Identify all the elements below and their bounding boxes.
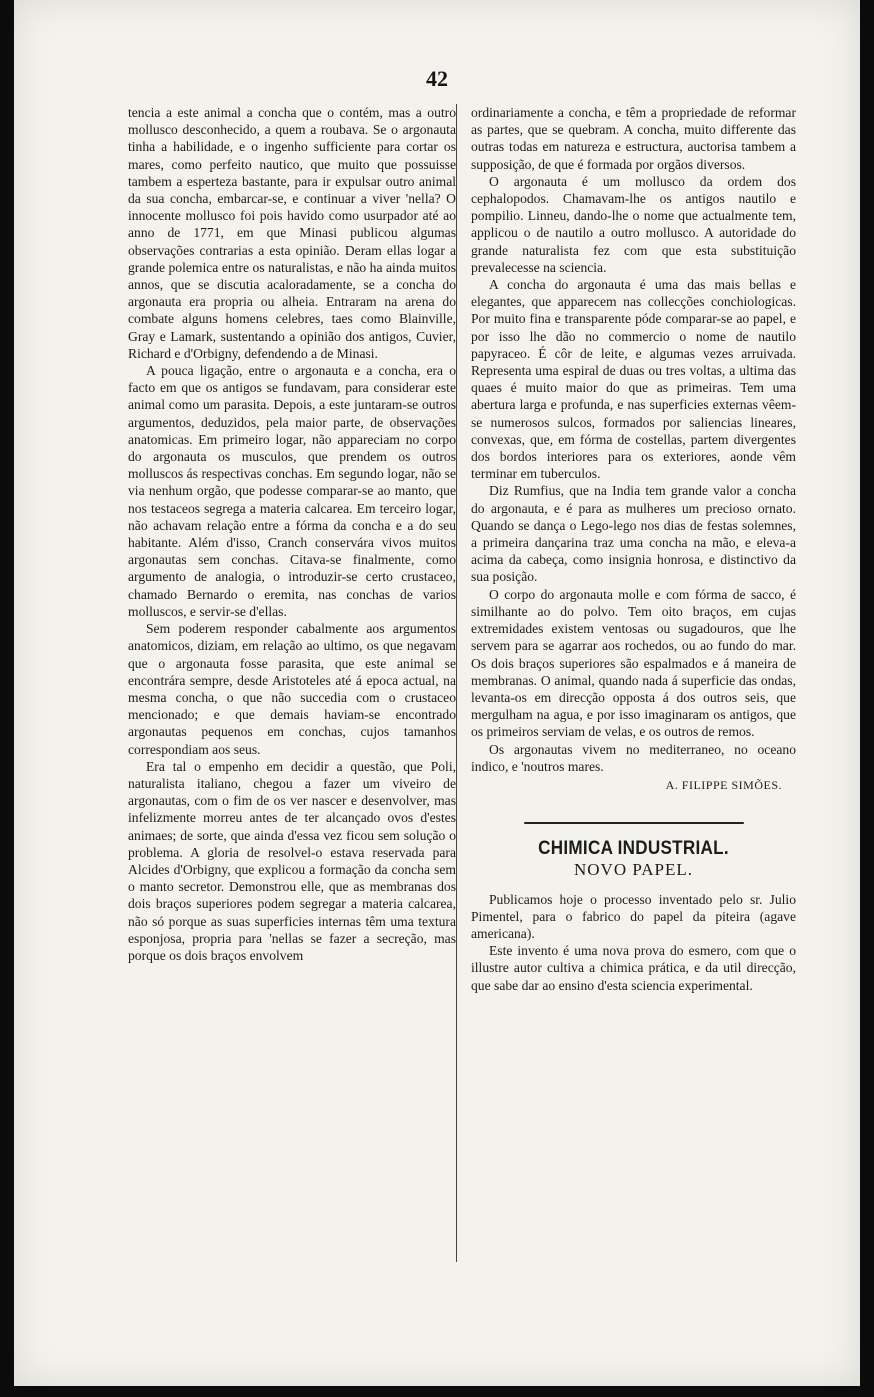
author-signature: A. FILIPPE SIMÕES.	[665, 777, 782, 792]
paragraph: A concha do argonauta é uma das mais bellas e elegantes, que apparecem nas collecções conchiologicas. Por muito fina e transparente póde comparar-se ao papel, e por isso lhe dão no commercio o nome de nautilo papyraceo. É côr de leite, e algumas vezes arruivada. Representa uma espiral de duas ou tres voltas, a ultima das quaes é muito maior do que as primeiras. Tem uma abertura larga e profunda, e nas superficies externas vêem-se numerosos sulcos, formados por saliencias lineares, convexas, que, em fórma de costellas, partem divergentes dos bordos interiores para os exteriores, aonde vêm terminar em tuberculos.	[471, 277, 796, 482]
paragraph: Diz Rumfius, que na India tem grande valor a concha do argonauta, e é para as mulheres um precioso ornato. Quando se dança o Lego-lego nos dias de festas solemnes, a primeira dançarina traz uma concha na mão, e eleva-a acima da cabeça, como insignia honrosa, e distinctivo da sua posição.	[471, 483, 796, 585]
paragraph: tencia a este animal a concha que o contém, mas a outro mollusco desconhecido, a quem a roubava. Se o argonauta tinha a habilidade, e o ingenho sufficiente para cortar os mares, como perfeito nautico, que muito que possuisse tambem a esperteza bastante, para ir expulsar outro animal da sua concha, embarcar-se, e continuar a viver 'nella? O innocente mollusco foi pois havido como usurpador até ao anno de 1771, em que Minasi publicou algumas observações contrarias a esta opinião. Deram ellas logar a grande polemica entre os naturalistas, e não ha ainda muitos annos, que se discutia acaloradamente, se a concha do argonauta era propria ou alheia. Entraram na arena do combate alguns homens celebres, taes como Blainville, Gray e Lamark, sustentando a opinião dos antigos, Cuvier, Richard e d'Orbigny, defendendo a de Minasi.	[128, 105, 456, 361]
paragraph: Publicamos hoje o processo inventado pelo sr. Julio Pimentel, para o fabrico do papel da piteira (agave americana).	[471, 891, 796, 941]
page-number: 42	[426, 66, 448, 91]
paragraph: ordinariamente a concha, e têm a propriedade de reformar as partes, que se quebram. A concha, muito differente das outras todas em natureza e estructura, auctorisa tambem a supposição, de que é formada por orgãos diversos.	[471, 105, 796, 172]
paragraph: Sem poderem responder cabalmente aos argumentos anatomicos, diziam, em relação ao ultimo, os que negavam que o argonauta fosse parasita, que este animal se encontrára sempre, desde Aristoteles até á epoca actual, na mesma concha, o que não succedia com o crustaceo mencionado; e que demais haviam-se encontrado argonautas pequenos em conchas, cujos tamanhos correspondiam aos seus.	[128, 621, 456, 757]
paragraph: A pouca ligação, entre o argonauta e a concha, era o facto em que os antigos se fundavam, para considerar este animal como um parasita. Depois, a este juntaram-se outros argumentos, deduzidos, pela maior parte, de observações anatomicas. Em primeiro logar, não appareciam no corpo do argonauta os musculos, que prendem os outros molluscos ás respectivas conchas. Em segundo logar, não se via nenhum orgão, que podesse comparar-se ao manto, que nos testaceos segrega a materia calcarea. Em terceiro logar, não achavam relação entre a fórma da concha e a do seu habitante. Além d'isso, Cranch conservára vivos muitos argonautas sem conchas. Citava-se finalmente, como argumento de analogia, o introduzir-se certo crustaceo, chamado Bernardo o eremita, nas conchas de varios molluscos, e servir-se d'ellas.	[128, 363, 456, 619]
paragraph: Era tal o empenho em decidir a questão, que Poli, naturalista italiano, chegou a fazer um viveiro de argonautas, com o fim de os ver nascer e desenvolver, mas infelizmente morreu antes de ter alcançado ovos d'estes animaes; de sorte, que ainda d'essa vez ficou sem solução o problema. A gloria de resolvel-o estava reservada para Alcides d'Orbigny, que explicou a formação da concha sem o manto secretor. Demonstrou elle, que as membranas dos dois braços superiores podem segregar a materia calcarea, não só porque as suas superficies internas têm uma textura esponjosa, propria para 'nellas se fazer a secreção, mas porque os dois braços envolvem	[128, 758, 456, 963]
newspaper-page	[14, 0, 860, 1386]
paragraph: O corpo do argonauta molle e com fórma de sacco, é similhante ao do polvo. Tem oito braços, em cujas extremidades existem ventosas ou sugadouros, que lhe servem para se agarrar aos rochedos, ou ao fundo do mar. Os dois braços superiores são espalmados e á maneira de membranas. O animal, quando nada á superficie das ondas, levanta-os em direcção opposta á dos outros seis, que mergulham na agua, e por isso imaginaram os antigos, que os primeiros serviam de velas, e os outros de remos.	[471, 586, 796, 740]
section-subtitle: NOVO PAPEL.	[573, 860, 693, 880]
paragraph: O argonauta é um mollusco da ordem dos cephalopodos. Chamavam-lhe os antigos nautilo e pompilio. Linneu, dando-lhe o nome que actualmente tem, applicou o de nautilo a outro mollusco. A autoridade do grande naturalista fez com que esta substituição prevalecesse na sciencia.	[471, 173, 796, 275]
right-column	[456, 104, 796, 1262]
section-title: CHIMICA INDUSTRIAL.	[538, 838, 729, 860]
section-divider	[524, 822, 744, 824]
paragraph: Este invento é uma nova prova do esmero, com que o illustre autor cultiva a chimica prática, e da util direcção, que sabe dar ao ensino d'esta sciencia experimental.	[471, 943, 796, 993]
paragraph: Os argonautas vivem no mediterraneo, no oceano indico, e 'noutros mares.	[471, 741, 796, 774]
left-column	[128, 104, 456, 964]
